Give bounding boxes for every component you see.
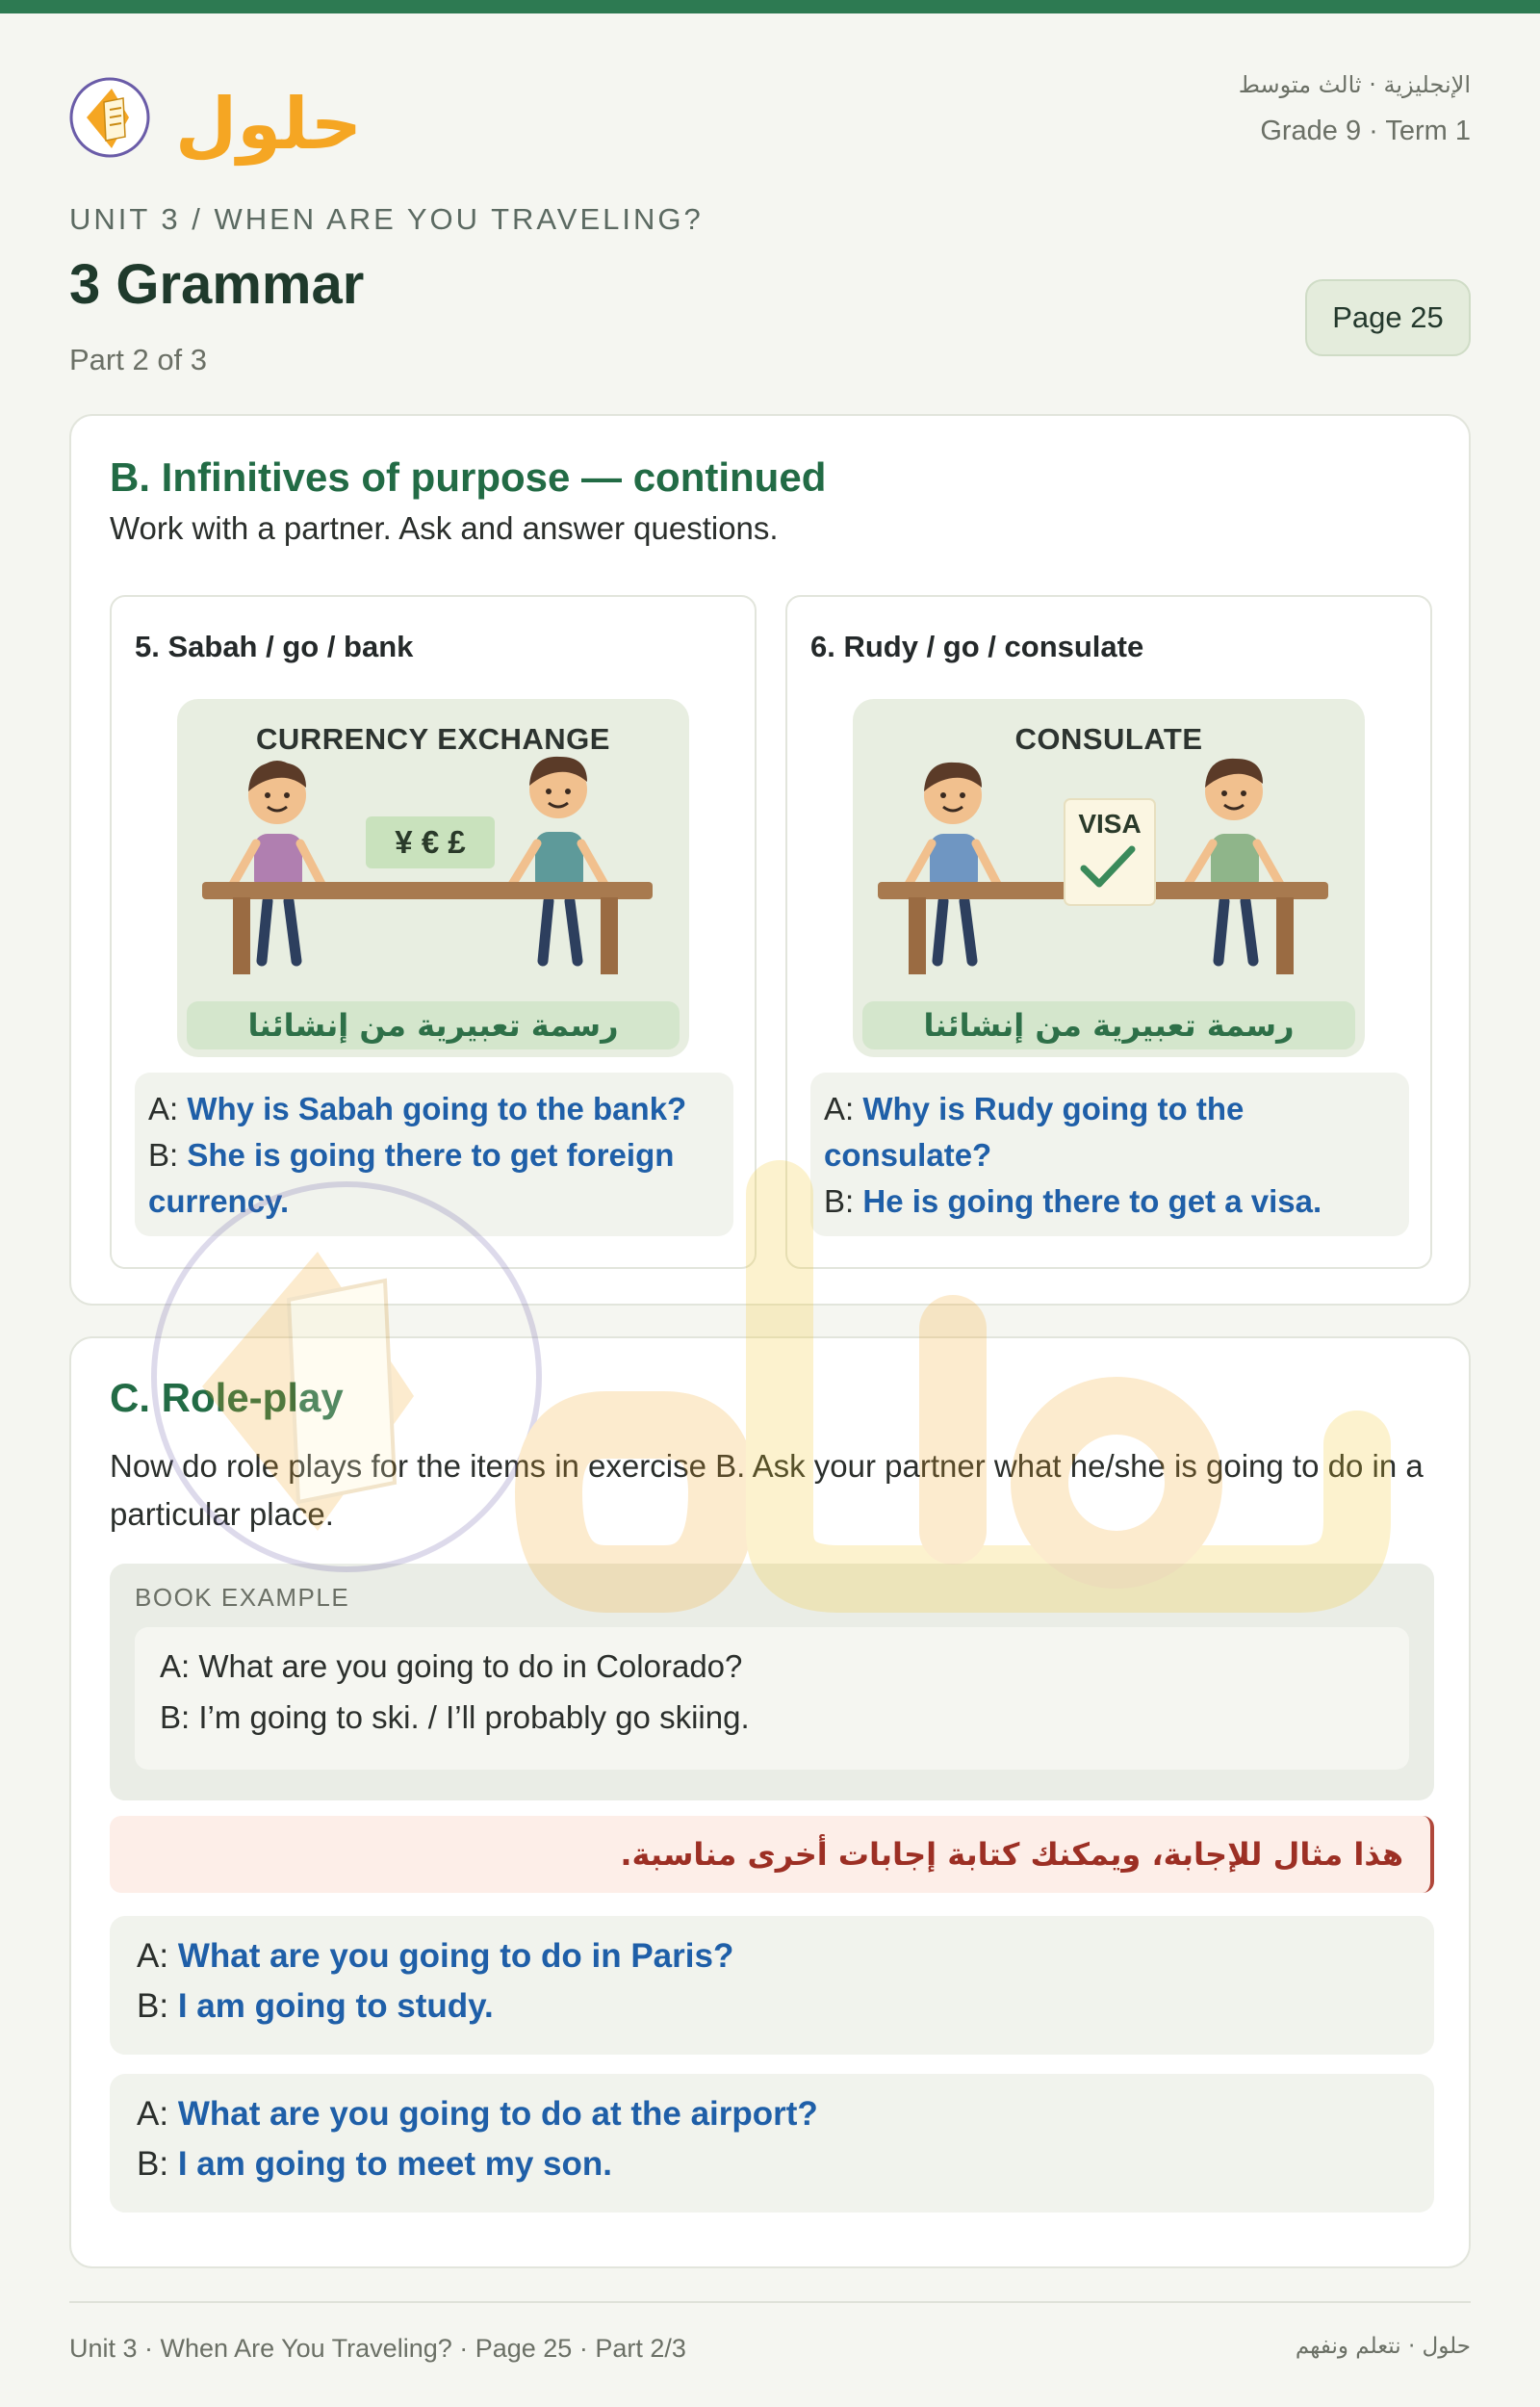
answer-note: هذا مثال للإجابة، ويمكنك كتابة إجابات أخرى مناسبة. <box>110 1816 1434 1893</box>
speaker-b: B: <box>137 1987 169 2025</box>
example-line-b: B: I’m going to ski. / I’ll probably go skiing. <box>160 1699 750 1735</box>
bank-illustration <box>177 699 689 1057</box>
example-label: BOOK EXAMPLE <box>135 1583 350 1612</box>
logo-wordmark: حلول <box>175 83 363 166</box>
speaker-b: B: <box>137 2145 169 2183</box>
illustration-caption: رسمة تعبيرية من إنشائنا <box>862 1001 1355 1049</box>
roleplay-dialog-2 <box>110 2074 1434 2213</box>
part-indicator: Part 2 of 3 <box>69 343 208 376</box>
roleplay-dialog-1 <box>110 1916 1434 2055</box>
grade-term: Grade 9 · Term 1 <box>1260 116 1471 146</box>
answer-text: She is going there to get foreign currency. <box>148 1137 675 1219</box>
illustration-heading: CONSULATE <box>1014 722 1203 756</box>
section-c-title: C. Role-play <box>110 1375 344 1420</box>
footer-divider <box>69 2301 1471 2303</box>
question-text: What are you going to do in Paris? <box>177 1937 734 1975</box>
illustration-caption: رسمة تعبيرية من إنشائنا <box>187 1001 680 1049</box>
exercise-item-5 <box>110 595 757 1269</box>
footer-brand: حلول · نتعلم ونفهم <box>1295 2334 1471 2359</box>
consulate-illustration <box>853 699 1365 1057</box>
speaker-a: A: <box>137 1937 169 1975</box>
answer-text: He is going there to get a visa. <box>862 1183 1322 1219</box>
section-b-card <box>69 414 1471 1306</box>
section-b-instruction: Work with a partner. Ask and answer questions. <box>110 510 779 546</box>
section-c-instruction: Now do role plays for the items in exercise B. Ask your partner what he/she is going to do in a particular place. <box>110 1448 1424 1532</box>
currency-sign: ¥ € £ <box>395 824 466 860</box>
speaker-b: B: <box>148 1137 179 1173</box>
section-c-card <box>69 1336 1471 2268</box>
top-accent-bar <box>0 0 1540 13</box>
hulul-logo <box>67 60 363 166</box>
question-text: What are you going to do at the airport? <box>177 2095 818 2133</box>
dialog-answer <box>810 1073 1409 1236</box>
speaker-b: B: <box>824 1183 855 1219</box>
speaker-a: A: <box>148 1091 179 1126</box>
section-b-title: B. Infinitives of purpose — continued <box>110 454 827 500</box>
item-prompt: 5. Sabah / go / bank <box>135 630 414 663</box>
answer-text: I am going to meet my son. <box>177 2145 612 2183</box>
book-example-box <box>110 1564 1434 1800</box>
unit-breadcrumb: UNIT 3 / WHEN ARE YOU TRAVELING? <box>69 202 704 236</box>
question-text: Why is Rudy going to the consulate? <box>824 1091 1245 1173</box>
visa-label: VISA <box>1078 809 1142 839</box>
speaker-a: A: <box>137 2095 169 2133</box>
exercise-item-6 <box>785 595 1432 1269</box>
answer-text: I am going to study. <box>177 1987 494 2025</box>
footer-breadcrumb: Unit 3 · When Are You Traveling? · Page 25 · Part 2/3 <box>69 2334 686 2363</box>
example-line-a: A: What are you going to do in Colorado? <box>160 1648 743 1684</box>
speaker-a: A: <box>824 1091 855 1126</box>
page-number-badge: Page 25 <box>1305 279 1471 356</box>
subject-grade-arabic: الإنجليزية · ثالث متوسط <box>1238 71 1471 98</box>
dialog-answer <box>135 1073 733 1236</box>
page-title: 3 Grammar <box>69 253 365 316</box>
example-dialog <box>135 1627 1409 1770</box>
question-text: Why is Sabah going to the bank? <box>187 1091 687 1126</box>
illustration-heading: CURRENCY EXCHANGE <box>256 722 610 756</box>
item-prompt: 6. Rudy / go / consulate <box>810 630 1144 663</box>
